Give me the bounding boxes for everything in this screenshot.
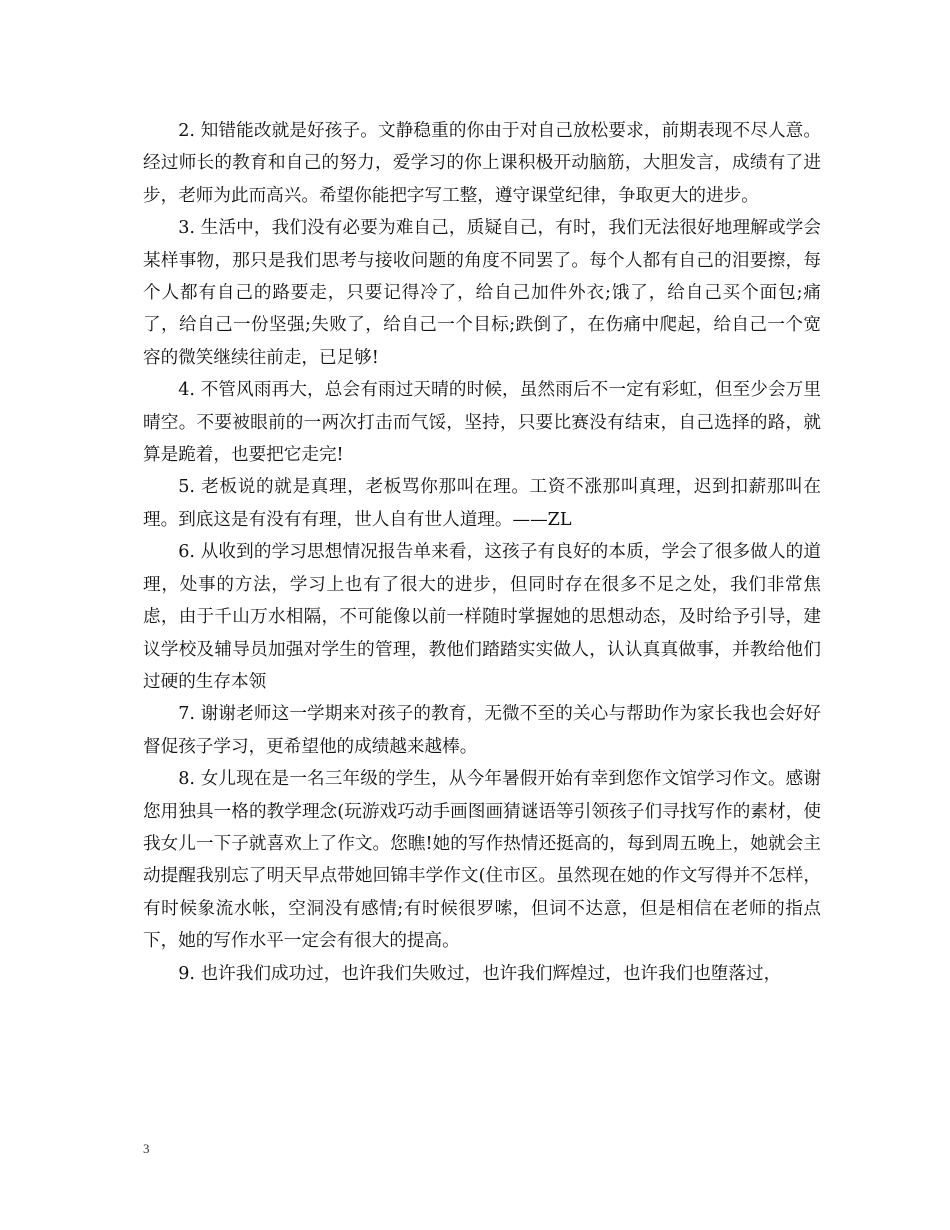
paragraph-7: 7. 谢谢老师这一学期来对孩子的教育，无微不至的关心与帮助作为家长我也会好好督促孩子学习，更希望他的成绩越来越棒。: [143, 704, 821, 757]
page-number: 3: [143, 1141, 150, 1156]
paragraph-6: 6. 从收到的学习思想情况报告单来看，这孩子有良好的本质，学会了很多做人的道理，处事的方法，学习上也有了很大的进步，但同时存在很多不足之处，我们非常焦虑，由于千山万水相隔，不可能像以前一样随时掌握她的思想动态，及时给予引导，建议学校及辅导员加强对学生的管理，教他们踏踏实实做人，认认真真做事，并教给他们过硬的生存本领: [143, 542, 821, 692]
paragraph-9: 9. 也许我们成功过，也许我们失败过，也许我们辉煌过，也许我们也堕落过，: [178, 963, 782, 984]
paragraph-4: 4. 不管风雨再大，总会有雨过天晴的时候，虽然雨后不一定有彩虹，但至少会万里晴空。不要被眼前的一两次打击而气馁，坚持，只要比赛没有结束，自己选择的路，就算是跪着，也要把它走完!: [143, 380, 821, 466]
paragraph-3: 3. 生活中，我们没有必要为难自己，质疑自己，有时，我们无法很好地理解或学会某样事物，那只是我们思考与接收问题的角度不同罢了。每个人都有自己的泪要擦，每个人都有自己的路要走，只要记得冷了，给自己加件外衣;饿了，给自己买个面包;痛了，给自己一份坚强;失败了，给自己一个目标;跌倒了，在伤痛中爬起，给自己一个宽容的微笑继续往前走，已足够!: [143, 218, 821, 368]
paragraph-5: 5. 老板说的就是真理，老板骂你那叫在理。工资不涨那叫真理，迟到扣薪那叫在理。到底这是有没有有理，世人自有世人道理。——ZL: [143, 477, 821, 530]
paragraph-2: 2. 知错能改就是好孩子。文静稳重的你由于对自己放松要求，前期表现不尽人意。经过师长的教育和自己的努力，爱学习的你上课积极开动脑筋，大胆发言，成绩有了进步，老师为此而高兴。希望你能把字写工整，遵守课堂纪律，争取更大的进步。: [143, 121, 821, 206]
document-body: [143, 115, 821, 990]
paragraph-8: 8. 女儿现在是一名三年级的学生，从今年暑假开始有幸到您作文馆学习作文。感谢您用独具一格的教学理念(玩游戏巧动手画图画猜谜语等引领孩子们寻找写作的素材，使我女儿一下子就喜欢上了作文。您瞧!她的写作热情还挺高的，每到周五晚上，她就会主动提醒我别忘了明天早点带她回锦丰学作文(住市区。虽然现在她的作文写得并不怎样，有时候象流水帐，空洞没有感情;有时候很罗嗦，但词不达意，但是相信在老师的指点下，她的写作水平一定会有很大的提高。: [143, 769, 821, 952]
